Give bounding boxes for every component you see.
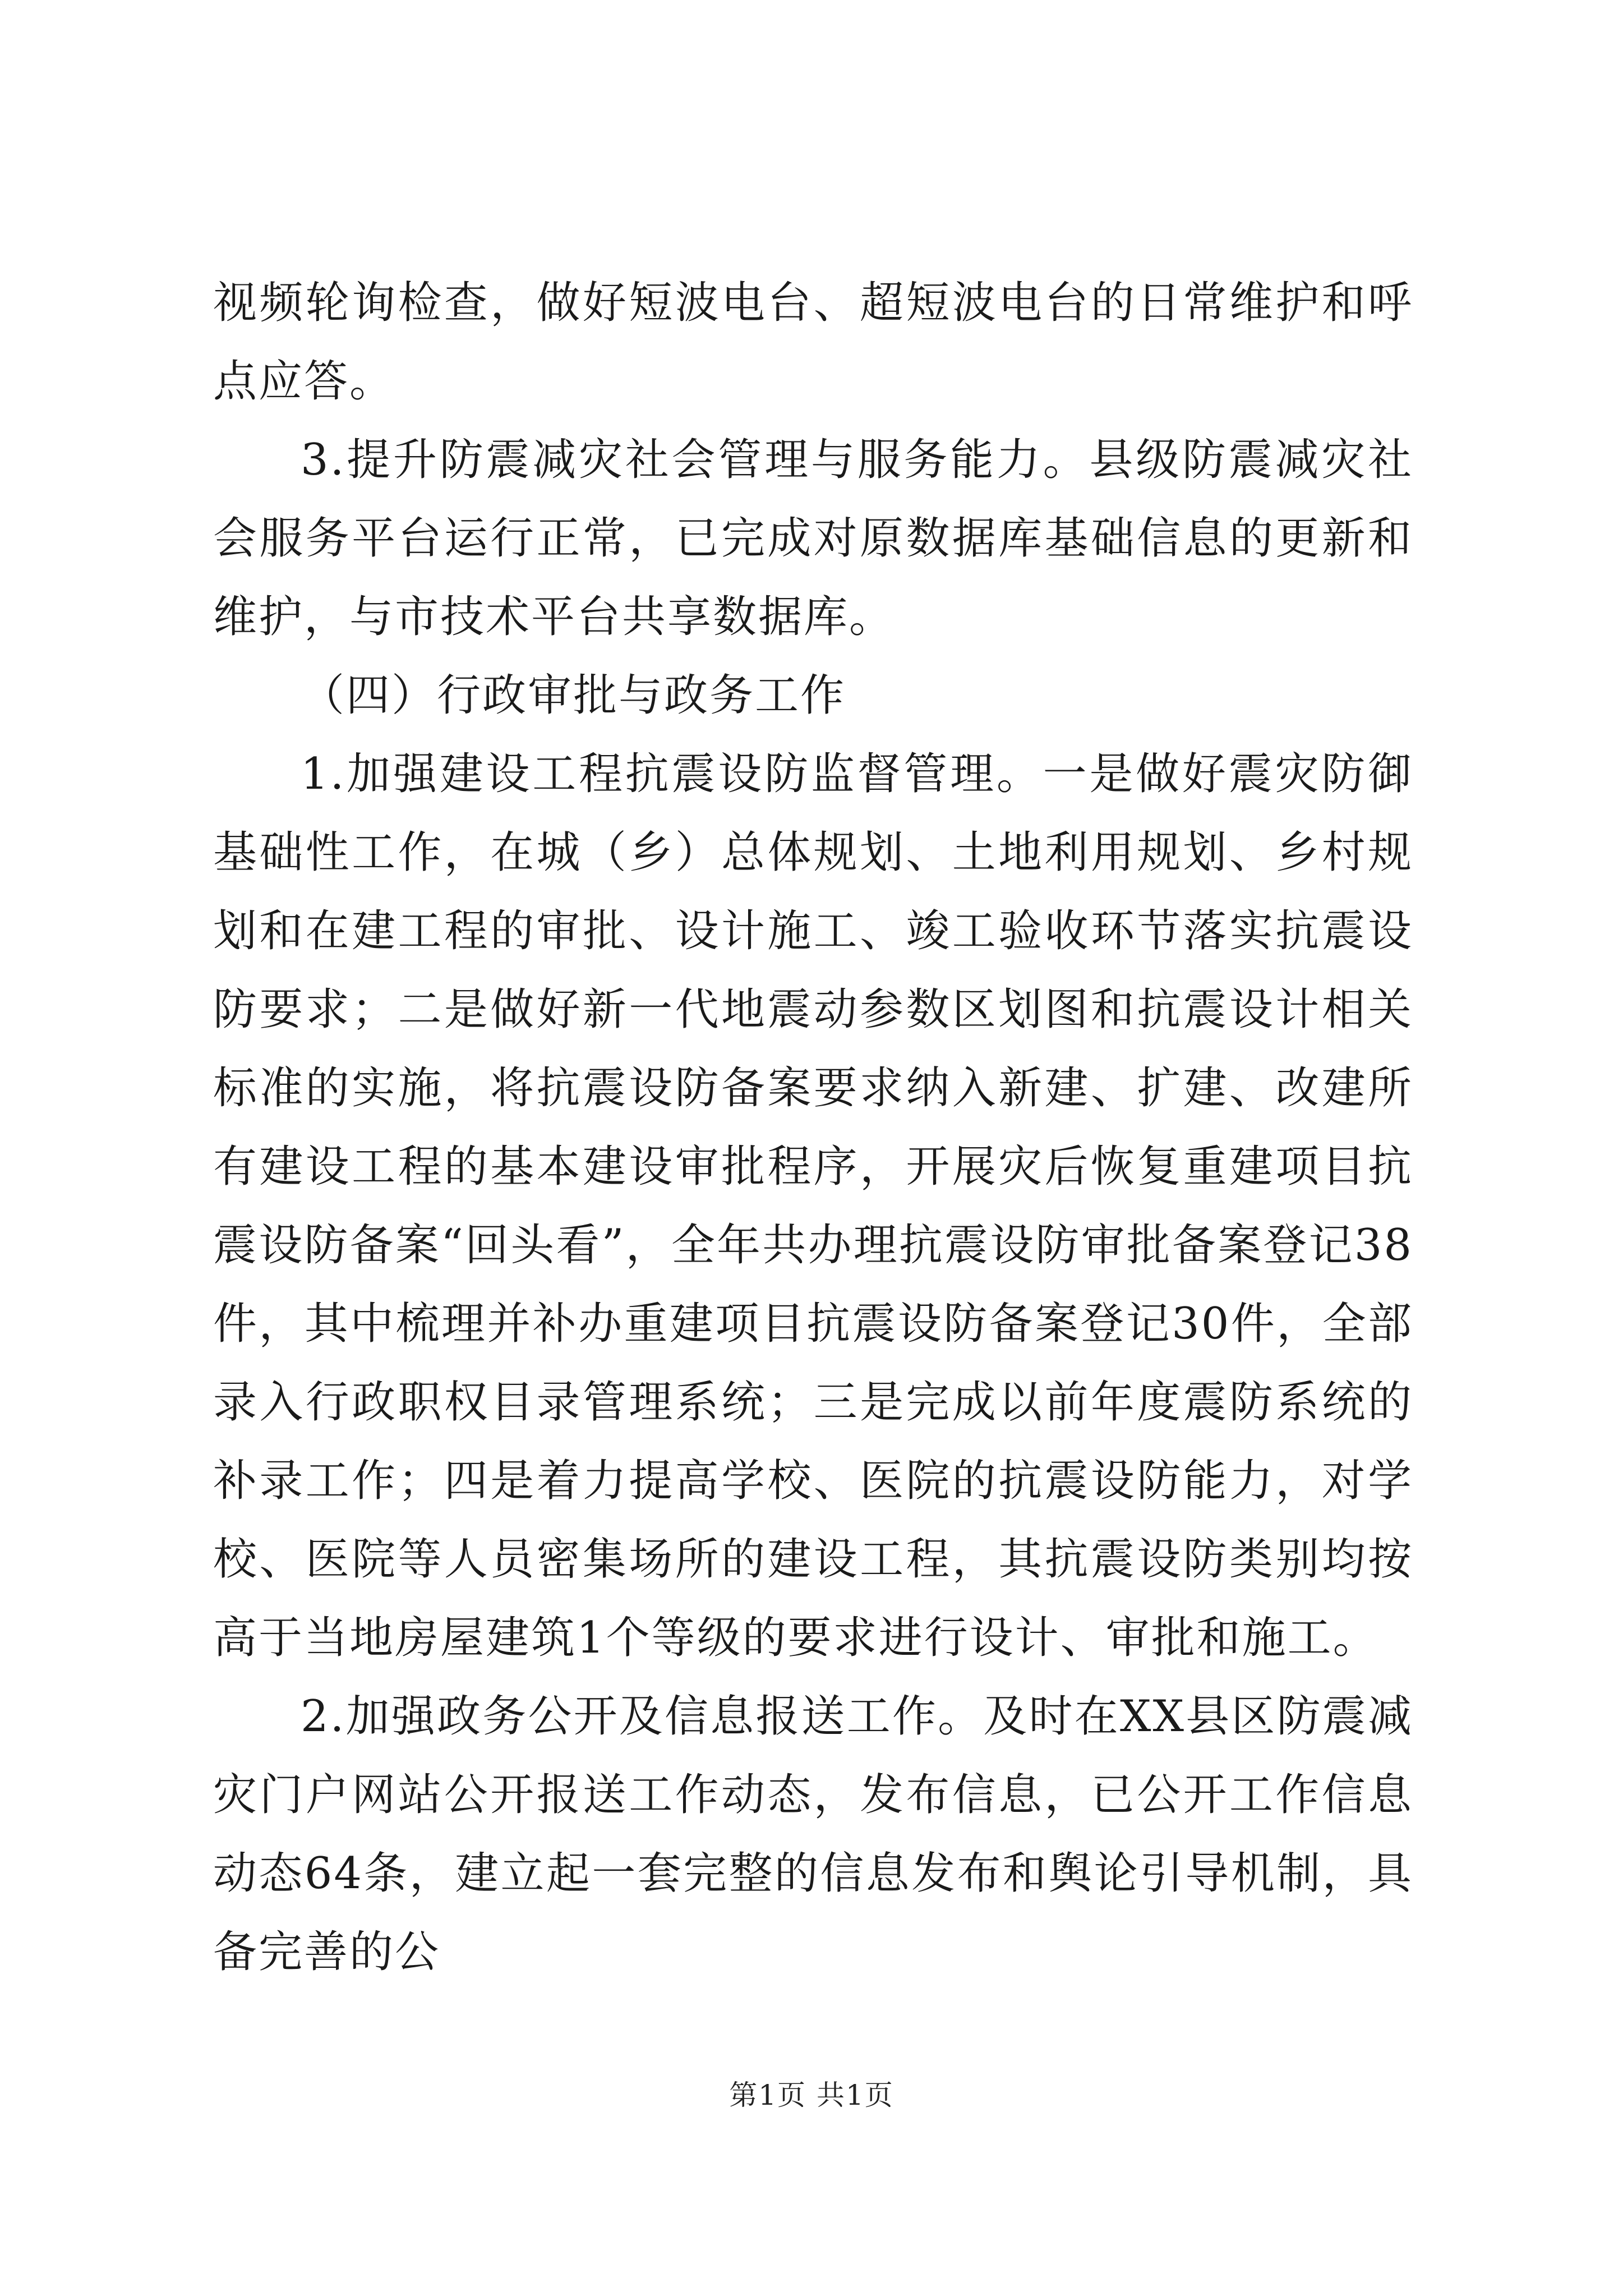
paragraph-section4-item-1: 1.加强建设工程抗震设防监督管理。一是做好震灾防御基础性工作，在城（乡）总体规划、土地利用规划、乡村规划和在建工程的审批、设计施工、竣工验收环节落实抗震设防要求；二是做好新一代地震动参数区划图和抗震设计相关标准的实施，将抗震设防备案要求纳入新建、扩建、改建所有建设工程的基本建设审批程序，开展灾后恢复重建项目抗震设防备案“回头看”，全年共办理抗震设防审批备案登记38件，其中梳理并补办重建项目抗震设防备案登记30件，全部录入行政职权目录管理系统；三是完成以前年度震防系统的补录工作；四是着力提高学校、医院的抗震设防能力，对学校、医院等人员密集场所的建设工程，其抗震设防类别均按高于当地房屋建筑1个等级的要求进行设计、审批和施工。	[213, 749, 1413, 1663]
document-body	[213, 264, 1413, 1991]
paragraph-item-3: 3.提升防震减灾社会管理与服务能力。县级防震减灾社会服务平台运行正常，已完成对原数据库基础信息的更新和维护，与市技术平台共享数据库。	[213, 435, 1413, 642]
paragraph-continued: 视频轮询检查，做好短波电台、超短波电台的日常维护和呼点应答。	[213, 278, 1413, 407]
paragraph-section4-item-2: 2.加强政务公开及信息报送工作。及时在XX县区防震减灾门户网站公开报送工作动态，发布信息，已公开工作信息动态64条，建立起一套完整的信息发布和舆论引导机制，具备完善的公	[213, 1691, 1413, 1977]
page-footer	[0, 2076, 1623, 2115]
section-heading-4: （四）行政审批与政务工作	[301, 670, 846, 721]
page-number-label: 第1页 共1页	[729, 2079, 894, 2111]
